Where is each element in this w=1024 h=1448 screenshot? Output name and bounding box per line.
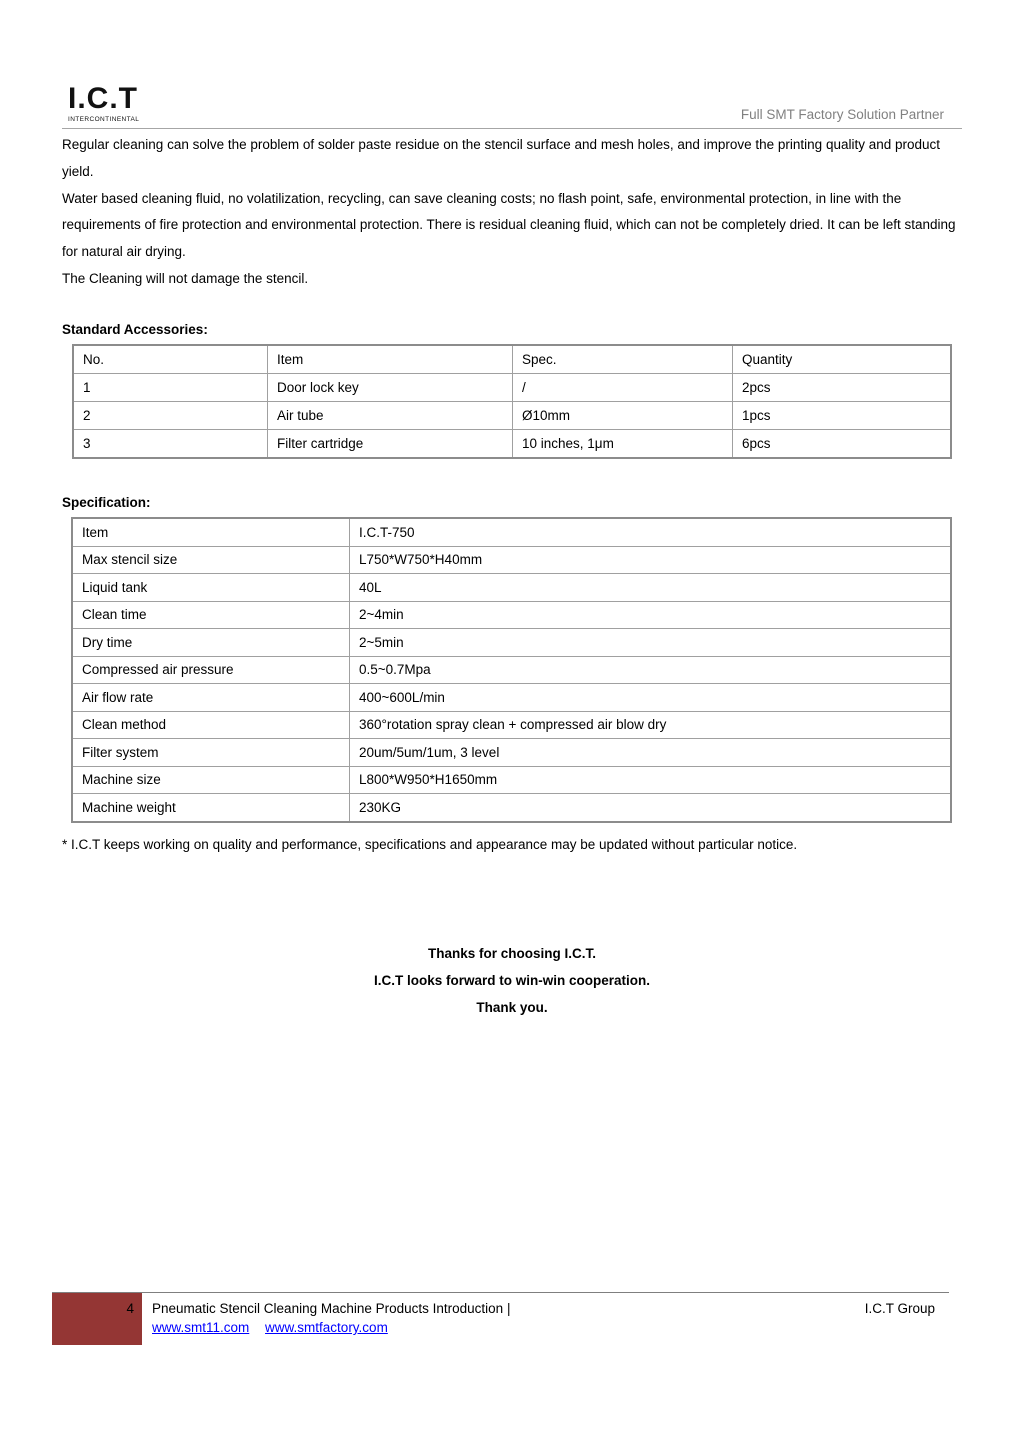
table-row xyxy=(72,711,951,739)
accessories-table xyxy=(72,344,952,459)
thanks-line: Thanks for choosing I.C.T. xyxy=(427,946,596,961)
spec-label: Compressed air pressure xyxy=(72,656,350,684)
table-cell: 10 inches, 1μm xyxy=(513,430,733,459)
table-row xyxy=(73,374,951,402)
header-tagline: Full SMT Factory Solution Partner xyxy=(740,107,944,122)
table-row xyxy=(72,629,951,657)
footer-group: I.C.T Group xyxy=(864,1301,935,1316)
table-header-cell: Item xyxy=(268,345,513,374)
table-row xyxy=(72,601,951,629)
spec-value: 360°rotation spray clean + compressed air blow dry xyxy=(350,711,952,739)
page-footer xyxy=(52,1292,949,1345)
logo-subtitle: INTERCONTINENTAL xyxy=(68,116,140,123)
link-smt11[interactable]: www.smt11.com xyxy=(152,1320,250,1335)
spec-value: 20um/5um/1um, 3 level xyxy=(350,739,952,767)
table-cell: 1pcs xyxy=(733,402,952,430)
table-cell: 3 xyxy=(73,430,268,459)
table-row xyxy=(73,402,951,430)
table-cell: 1 xyxy=(73,374,268,402)
spec-label: Dry time xyxy=(72,629,350,657)
spec-value: 230KG xyxy=(350,794,952,822)
spec-value: I.C.T-750 xyxy=(350,518,952,546)
spec-label: Air flow rate xyxy=(72,684,350,712)
table-cell: 2 xyxy=(73,402,268,430)
thanks-line: I.C.T looks forward to win-win cooperation. xyxy=(373,973,650,988)
spec-value: 40L xyxy=(350,574,952,602)
spec-label: Clean method xyxy=(72,711,350,739)
table-cell: Door lock key xyxy=(268,374,513,402)
spec-label: Machine weight xyxy=(72,794,350,822)
table-header-row xyxy=(73,345,951,374)
specification-table xyxy=(71,517,952,823)
spec-label: Liquid tank xyxy=(72,574,350,602)
spec-value: 400~600L/min xyxy=(350,684,952,712)
footer-title: Pneumatic Stencil Cleaning Machine Products Introduction | xyxy=(152,1301,511,1316)
page-header xyxy=(62,80,962,129)
table-header-cell: Quantity xyxy=(733,345,952,374)
table-header-cell: Spec. xyxy=(513,345,733,374)
table-row xyxy=(72,546,951,574)
table-header-cell: No. xyxy=(73,345,268,374)
spec-label: Filter system xyxy=(72,739,350,767)
paragraph: Water based cleaning fluid, no volatilization, recycling, can save cleaning costs; no flash point, safe, environmental protection, in line with the requirements of fire protection and environmental protection. There is residual cleaning fluid, which can not be completely dried. It can be left standing for natural air drying. xyxy=(62,190,956,260)
footer-links xyxy=(152,1320,400,1335)
spec-value: 2~5min xyxy=(350,629,952,657)
spec-label: Machine size xyxy=(72,766,350,794)
table-row xyxy=(72,656,951,684)
table-cell: Ø10mm xyxy=(513,402,733,430)
page-number-box xyxy=(52,1293,142,1345)
spec-value: L750*W750*H40mm xyxy=(350,546,952,574)
specification-heading: Specification: xyxy=(62,495,151,510)
table-cell: 2pcs xyxy=(733,374,952,402)
paragraph: The Cleaning will not damage the stencil. xyxy=(62,270,309,286)
thanks-line: Thank you. xyxy=(476,1000,548,1015)
logo-mark: I.C.T xyxy=(68,82,138,115)
table-row xyxy=(73,430,951,459)
table-row xyxy=(72,574,951,602)
table-cell: Air tube xyxy=(268,402,513,430)
ict-logo xyxy=(68,83,160,123)
accessories-heading: Standard Accessories: xyxy=(62,322,208,337)
table-row xyxy=(72,794,951,822)
spec-value: 2~4min xyxy=(350,601,952,629)
table-cell: Filter cartridge xyxy=(268,430,513,459)
table-row xyxy=(72,518,951,546)
page-number: 4 xyxy=(126,1301,134,1316)
spec-value: L800*W950*H1650mm xyxy=(350,766,952,794)
table-row xyxy=(72,739,951,767)
table-cell: / xyxy=(513,374,733,402)
spec-value: 0.5~0.7Mpa xyxy=(350,656,952,684)
spec-label: Max stencil size xyxy=(72,546,350,574)
spec-label: Clean time xyxy=(72,601,350,629)
intro-text xyxy=(62,132,972,293)
table-row xyxy=(72,684,951,712)
link-smtfactory[interactable]: www.smtfactory.com xyxy=(265,1320,388,1335)
spec-label: Item xyxy=(72,518,350,546)
table-cell: 6pcs xyxy=(733,430,952,459)
disclaimer-note: * I.C.T keeps working on quality and performance, specifications and appearance may be updated without particular notice. xyxy=(62,837,798,852)
thanks-block xyxy=(0,940,1024,1021)
table-row xyxy=(72,766,951,794)
paragraph: Regular cleaning can solve the problem of solder paste residue on the stencil surface and mesh holes, and improve the printing quality and product yield. xyxy=(62,137,941,179)
